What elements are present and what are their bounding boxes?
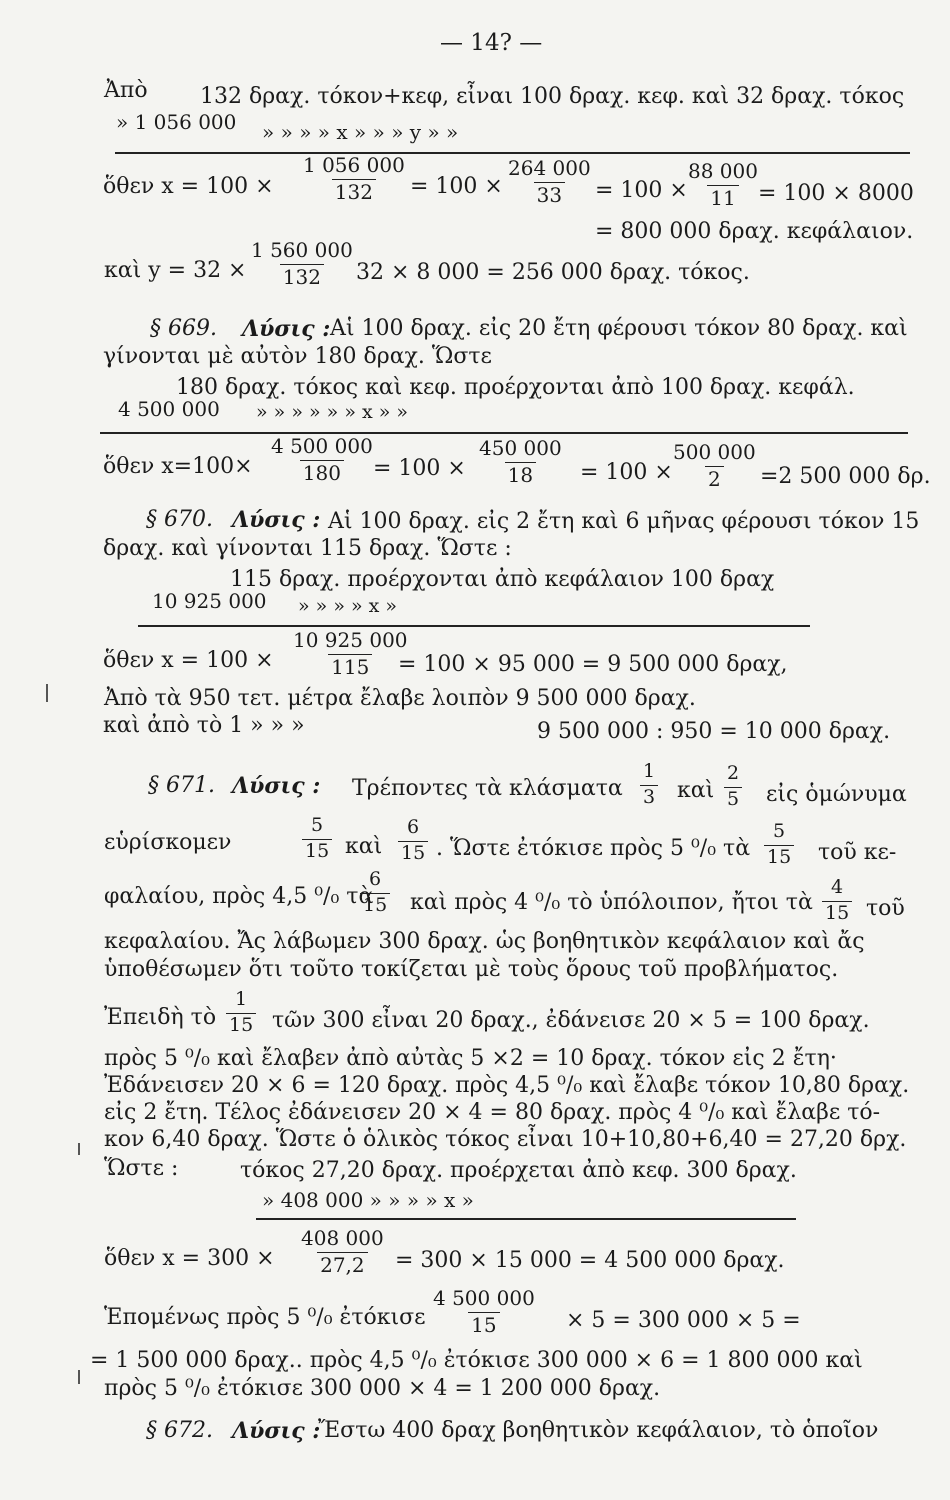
s668-interest-rest: 32 × 8 000 = 256 000 δραχ. τόκος. xyxy=(356,260,750,285)
s669-formula-start: ὅθεν x=100× xyxy=(103,454,253,479)
s671-f415-num: 4 xyxy=(831,876,844,898)
s668-fraction-2 xyxy=(505,158,594,206)
s671-formula-fraction xyxy=(298,1228,387,1276)
s670-line3: 115 δραχ. προέρχονται ἀπὸ κεφάλαιον 100 δραχ xyxy=(230,567,775,592)
s671-f615b-den: 15 xyxy=(360,893,390,916)
s670-line2: δραχ. καὶ γίνονται 115 δραχ. Ὥστε : xyxy=(103,536,512,561)
s670-heading: § 670. xyxy=(146,507,213,532)
page-number: — 14? — xyxy=(440,30,543,56)
s669-lysis-label: Λύσις : xyxy=(242,316,331,342)
s669-line4-a: 4 500 000 xyxy=(118,397,220,421)
s671-fraction-6-15-b xyxy=(360,870,390,916)
s670-line4-b: » » » » x » xyxy=(298,595,398,617)
s668-line1-b: 132 δραχ. τόκον+κεφ, εἶναι 100 δραχ. κεφ. καὶ 32 δραχ. τόκος xyxy=(200,84,905,109)
s671-line12: » 408 000 » » » » x » xyxy=(262,1188,474,1212)
s671-line6-b: τῶν 300 εἶναι 20 δραχ., ἐδάνεισε 20 × 5 = 100 δραχ. xyxy=(272,1008,870,1033)
margin-mark-3 xyxy=(78,1370,80,1384)
s671-line14-fraction xyxy=(430,1288,538,1336)
s670-formula-rest: = 100 × 95 000 = 9 500 000 δραχ, xyxy=(398,652,788,677)
s671-f515-den: 15 xyxy=(302,839,332,862)
s671-f615b-num: 6 xyxy=(369,868,382,890)
s668-interest-start: καὶ y = 32 × xyxy=(104,258,247,283)
s669-fraction-3 xyxy=(670,442,759,490)
margin-mark-2 xyxy=(78,1143,80,1155)
s671-line2-c: τοῦ κε- xyxy=(818,840,897,865)
s670-divider xyxy=(138,625,810,627)
s671-line11-a: Ὥστε : xyxy=(104,1156,179,1181)
s668-formula-eq3: = 100 × 8000 xyxy=(758,181,914,206)
s670-line1: Αἱ 100 δραχ. εἰς 2 ἔτη καὶ 6 μῆνας φέρουσι τόκον 15 xyxy=(328,509,920,534)
s671-f515-num: 5 xyxy=(311,814,324,836)
s669-f1-num: 4 500 000 xyxy=(271,434,373,458)
s668-formula-eq2: = 100 × xyxy=(595,178,688,203)
s671-ff-num: 408 000 xyxy=(301,1226,384,1250)
s671-line10: κον 6,40 δραχ. Ὥστε ὁ ὁλικὸς τόκος εἶναι 10+10,80+6,40 = 27,20 δρχ. xyxy=(104,1127,907,1152)
s669-formula-eq2: = 100 × xyxy=(580,460,673,485)
s669-divider xyxy=(100,432,908,434)
s671-lysis-label: Λύσις : xyxy=(232,773,321,799)
s668-line2-b: » » » » x » » » y » » xyxy=(262,120,459,144)
s671-line3-b: καὶ πρὸς 4 ⁰/₀ τὸ ὑπόλοιπον, ἤτοι τὰ xyxy=(410,890,813,915)
s671-line15: = 1 500 000 δραχ.. πρὸς 4,5 ⁰/₀ ἐτόκισε 300 000 × 6 = 1 800 000 καὶ xyxy=(90,1348,863,1373)
s669-f2-num: 450 000 xyxy=(479,436,562,460)
s670-f-num: 10 925 000 xyxy=(293,628,408,652)
s671-l14f-den: 15 xyxy=(468,1312,499,1336)
s670-f-den: 115 xyxy=(328,654,372,678)
s669-fraction-2 xyxy=(476,438,565,486)
s669-f3-num: 500 000 xyxy=(673,440,756,464)
s671-f13-den: 3 xyxy=(640,785,658,808)
s671-fraction-4-15 xyxy=(822,878,852,924)
s669-f2-den: 18 xyxy=(505,462,536,486)
s671-line9: εἰς 2 ἔτη. Τέλος ἐδάνεισεν 20 × 4 = 80 δραχ. πρὸς 4 ⁰/₀ καὶ ἔλαβε τό- xyxy=(104,1100,881,1125)
s669-fraction-1 xyxy=(268,436,376,484)
s671-line3-a: φαλαίου, πρὸς 4,5 ⁰/₀ τὰ xyxy=(104,884,374,909)
s671-f515b-num: 5 xyxy=(773,820,786,842)
s671-formula-rest: = 300 × 15 000 = 4 500 000 δραχ. xyxy=(395,1248,785,1273)
s671-line1-b: εἰς ὁμώνυμα xyxy=(766,782,907,807)
s668-divider xyxy=(115,152,910,154)
s670-line4-a: 10 925 000 xyxy=(152,589,267,613)
s671-f25-den: 5 xyxy=(724,787,742,810)
s670-fraction xyxy=(290,630,411,678)
s671-heading: § 671. xyxy=(148,773,215,798)
s671-fraction-1-15 xyxy=(226,990,256,1036)
s669-heading: § 669. xyxy=(150,316,217,341)
s671-divider xyxy=(256,1218,796,1220)
s668-fraction-1 xyxy=(300,155,408,203)
s668-fraction-3 xyxy=(685,161,761,209)
s671-f115-num: 1 xyxy=(235,988,248,1010)
s668-f1-num: 1 056 000 xyxy=(303,153,405,177)
s671-line11-b: τόκος 27,20 δραχ. προέρχεται ἀπὸ κεφ. 300 δραχ. xyxy=(240,1158,797,1183)
s671-line1-a: Τρέποντες τὰ κλάσματα xyxy=(352,776,623,801)
s671-f515b-den: 15 xyxy=(764,845,794,868)
s668-if-den: 132 xyxy=(280,264,324,288)
s671-ff-den: 27,2 xyxy=(317,1252,368,1276)
s672-lysis-label: Λύσις : xyxy=(232,1418,321,1444)
s670-line7-b: 9 500 000 : 950 = 10 000 δραχ. xyxy=(537,719,891,744)
s670-line6: Ἀπὸ τὰ 950 τετ. μέτρα ἔλαβε λοιπὸν 9 500 000 δραχ. xyxy=(104,686,696,711)
s671-f115-den: 15 xyxy=(226,1013,256,1036)
s668-line2-a: » 1 056 000 xyxy=(116,110,237,134)
s669-f3-den: 2 xyxy=(705,466,724,490)
s671-line2-a: εὑρίσκομεν xyxy=(104,830,232,855)
s670-lysis-label: Λύσις : xyxy=(232,507,321,533)
s668-f3-num: 88 000 xyxy=(688,159,758,183)
s668-if-num: 1 560 000 xyxy=(251,238,353,262)
s668-f1-den: 132 xyxy=(332,179,376,203)
s671-kai-2: καὶ xyxy=(345,834,383,859)
s669-line3: 180 δραχ. τόκος καὶ κεφ. προέρχονται ἀπὸ 100 δραχ. κεφάλ. xyxy=(176,375,855,400)
s671-line14-rest: × 5 = 300 000 × 5 = xyxy=(566,1308,801,1333)
s668-line1-a: Ἀπὸ xyxy=(104,78,148,103)
s671-line14-a: Ἑπομένως πρὸς 5 ⁰/₀ ἐτόκισε xyxy=(104,1305,426,1330)
s669-formula-eq1: = 100 × xyxy=(373,456,466,481)
s668-f2-den: 33 xyxy=(534,182,565,206)
s671-kai-1: καὶ xyxy=(677,778,715,803)
s671-line5: ὑποθέσωμεν ὅτι τοῦτο τοκίζεται μὲ τοὺς ὅρους τοῦ προβλήματος. xyxy=(104,957,839,982)
s671-fraction-2-5 xyxy=(724,764,742,810)
s668-formula-start: ὅθεν x = 100 × xyxy=(103,174,274,199)
s668-f3-den: 11 xyxy=(707,185,738,209)
s669-line4-b: » » » » » » x » » xyxy=(256,401,409,423)
s671-f415-den: 15 xyxy=(822,901,852,924)
s671-line8: Ἐδάνεισεν 20 × 6 = 120 δραχ. πρὸς 4,5 ⁰/₀ καὶ ἔλαβε τόκον 10,80 δραχ. xyxy=(104,1073,910,1098)
s671-line2-b: . Ὥστε ἐτόκισε πρὸς 5 ⁰/₀ τὰ xyxy=(436,836,751,861)
s671-fraction-5-15 xyxy=(302,816,332,862)
s668-capital-result: = 800 000 δραχ. κεφάλαιον. xyxy=(595,219,914,244)
s671-f13-num: 1 xyxy=(643,760,656,782)
s671-l14f-num: 4 500 000 xyxy=(433,1286,535,1310)
s671-line3-c: τοῦ xyxy=(866,896,905,921)
s671-line4: κεφαλαίου. Ἄς λάβωμεν 300 δραχ. ὡς βοηθητικὸν κεφάλαιον καὶ ἄς xyxy=(104,929,865,954)
s670-line7-a: καὶ ἀπὸ τὸ 1 » » » xyxy=(103,713,305,738)
s671-line16: πρὸς 5 ⁰/₀ ἐτόκισε 300 000 × 4 = 1 200 000 δραχ. xyxy=(104,1376,661,1401)
s669-line1: Αἱ 100 δραχ. εἰς 20 ἔτη φέρουσι τόκον 80 δραχ. καὶ xyxy=(330,316,908,341)
margin-mark-1 xyxy=(46,684,48,702)
s668-f2-num: 264 000 xyxy=(508,156,591,180)
s671-fraction-1-3 xyxy=(640,762,658,808)
s668-formula-eq1: = 100 × xyxy=(410,174,503,199)
s671-formula-start: ὅθεν x = 300 × xyxy=(104,1246,275,1271)
s669-f1-den: 180 xyxy=(300,460,344,484)
s672-heading: § 672. xyxy=(146,1418,213,1443)
s672-line1: Ἔστω 400 δραχ βοηθητικὸν κεφάλαιον, τὸ ὁποῖον xyxy=(318,1418,879,1443)
s669-line2: γίνονται μὲ αὐτὸν 180 δραχ. Ὥστε xyxy=(103,344,492,369)
s669-formula-eq3: =2 500 000 δρ. xyxy=(760,464,931,489)
s671-fraction-5-15-b xyxy=(764,822,794,868)
s671-fraction-6-15 xyxy=(398,818,428,864)
s671-line6-a: Ἐπειδὴ τὸ xyxy=(104,1005,217,1030)
s670-formula-start: ὅθεν x = 100 × xyxy=(103,648,274,673)
s671-f25-num: 2 xyxy=(727,762,740,784)
s671-f615-num: 6 xyxy=(407,816,420,838)
s671-f615-den: 15 xyxy=(398,841,428,864)
s671-line7: πρὸς 5 ⁰/₀ καὶ ἔλαβεν ἀπὸ αὐτὰς 5 ×2 = 10 δραχ. τόκον εἰς 2 ἔτη· xyxy=(104,1046,837,1071)
s668-interest-fraction xyxy=(248,240,356,288)
